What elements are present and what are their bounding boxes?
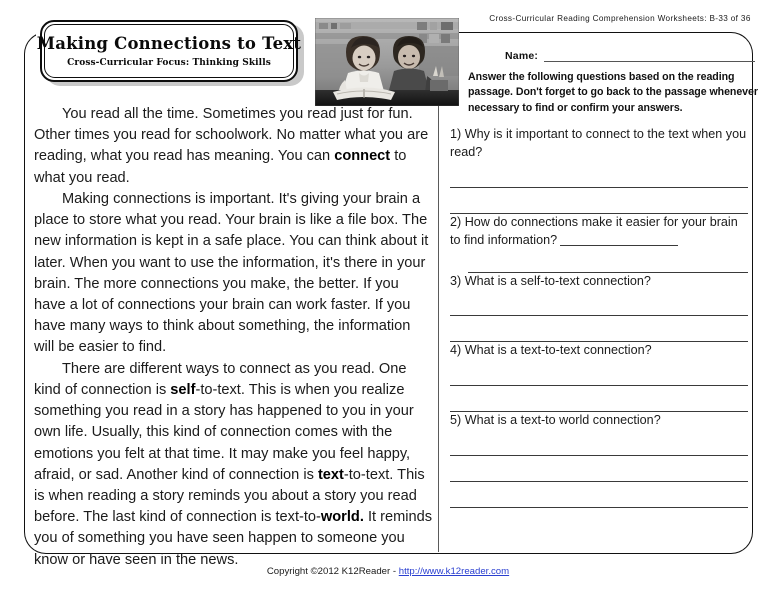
question-text-3: 3) What is a self-to-text connection? [450,273,651,288]
name-row [505,50,755,62]
question-block-3 [450,273,748,343]
reading-passage [34,104,432,571]
question-text-2: 2) How do connections make it easier for your brain to find information? [450,214,738,247]
answer-line-q4-2[interactable] [450,386,748,412]
answer-line-q5-3[interactable] [450,482,748,508]
answer-line-q1-1[interactable] [450,162,748,188]
question-block-2 [450,214,748,273]
name-label: Name: [505,50,539,62]
panel-divider [438,100,439,552]
two-children-reading-photo [315,18,459,106]
passage-p3-bold-self: self [170,381,196,398]
passage-p3-part-b: -to-text. This is when you realize something you read in a story has happened to you in your own life. Usually, this kind of connection comes with the emotions you felt at that time. It may make you feel happy, afraid, or sad. Another kind of connection is [34,381,414,483]
answer-line-q1-2[interactable] [450,188,748,214]
passage-paragraph-1 [34,104,432,189]
footer-url-link[interactable]: http://www.k12reader.com [398,566,510,577]
passage-p1-bold-connect: connect [334,148,391,165]
passage-p3-part-a: There are different ways to connect as you read. One kind of connection is [34,360,407,398]
answer-inline-blank-2[interactable] [560,233,678,246]
questions-list [450,126,748,508]
question-block-1 [450,126,748,214]
name-input[interactable] [544,51,755,62]
page-subtitle: Cross-Curricular Focus: Thinking Skills [67,58,271,68]
passage-p1-part-b: to what you read. [34,148,407,186]
footer [0,566,776,577]
answer-line-q5-1[interactable] [450,430,748,456]
photo-artwork [315,18,459,106]
answer-line-q5-2[interactable] [450,456,748,482]
passage-paragraph-2: Making connections is important. It's giving your brain a place to store what you read. Your brain is like a file box. The new information is kept in a safe place. You can think about it later. When you want to use the information, it's there in your brain. The more connections you make, the better. If you have a lot of connections your brain can work faster. If you have many ways to think about something, the information will be easier to find. [34,190,429,356]
page-title: Making Connections to Text [36,34,302,53]
answer-line-q3-1[interactable] [450,290,748,316]
title-plaque-inner [36,24,302,78]
passage-p3-part-c: -to-text. This is when reading a story reminds you about a story you read before. The last kind of connection is text-to- [34,466,425,526]
footer-copyright: Copyright ©2012 K12Reader - [266,566,399,577]
question-text-5: 5) What is a text-to world connection? [450,413,661,428]
passage-p3-part-d: It reminds you of something you have seen happen to someone you know or have seen in the news. [34,509,433,568]
question-text-4: 4) What is a text-to-text connection? [450,343,652,358]
title-plaque [36,20,302,82]
passage-p1-part-a: You read all the time. Sometimes you read just for fun. Other times you read for schoolwork. No matter what you are reading, what you read has meaning. You can [34,106,429,165]
directions-text: Answer the following questions based on the reading passage. Don't forget to go back to the passage whenever necessary to find or confirm your answers. [468,71,758,114]
answer-line-q4-1[interactable] [450,360,748,386]
passage-p3-bold-world: world. [320,509,364,526]
answer-line-q2-1[interactable] [468,250,748,273]
question-text-1: 1) Why is it important to connect to the text when you read? [450,127,747,159]
worksheet-series-header: Cross-Curricular Reading Comprehension Worksheets: B-33 of 36 [489,14,751,23]
passage-p3-bold-text: text [317,466,344,483]
passage-paragraph-3 [34,359,432,571]
question-block-5 [450,412,748,508]
answer-line-q3-2[interactable] [450,316,748,342]
question-block-4 [450,342,748,412]
